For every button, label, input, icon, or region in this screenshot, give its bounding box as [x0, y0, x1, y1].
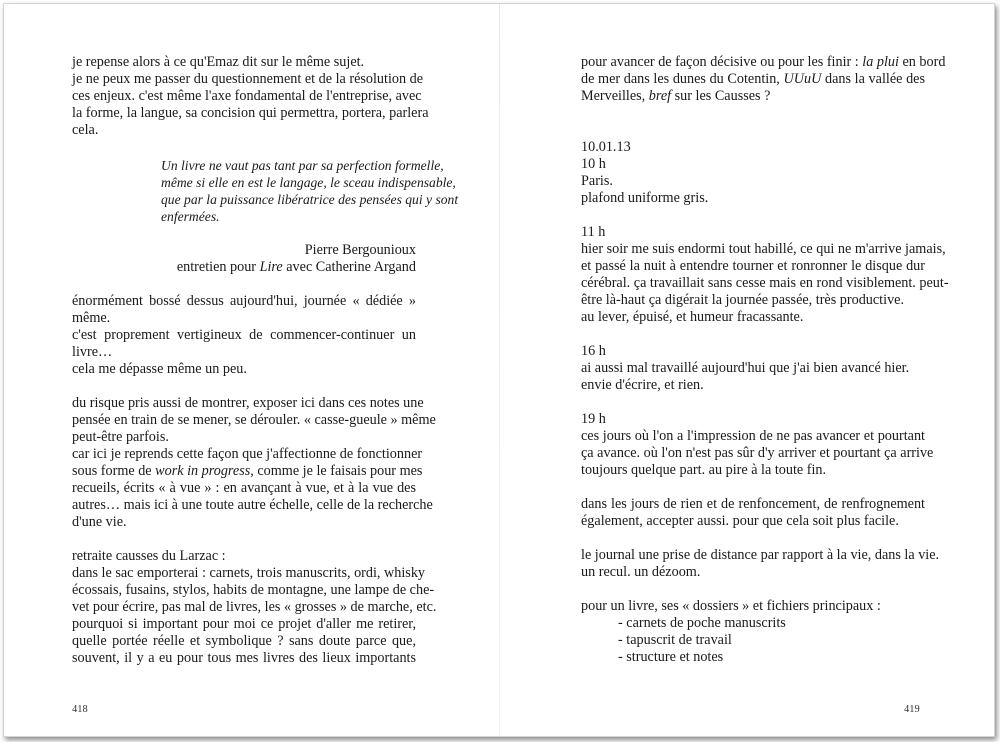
text-line: pour avancer de façon décisive ou pour les finir : la plui en bord	[581, 54, 946, 70]
text-line: ces enjeux. c'est même l'axe fondamental de l'entreprise, avec	[72, 88, 422, 104]
text-line: cérébral. ça travaillait sans cesse mais en rond visiblement. peut-	[581, 275, 949, 291]
text-line: car ici je reprends cette façon que j'affectionne de fonctionner	[72, 446, 423, 462]
text-line: pensée en train de se mener, se dérouler. « casse-gueule » même	[72, 412, 436, 428]
text-line: le journal une prise de distance par rapport à la vie, dans la vie.	[581, 547, 940, 563]
text-line: du risque pris aussi de montrer, exposer ici dans ces notes une	[72, 395, 424, 411]
text-line: envie d'écrire, et rien.	[581, 377, 704, 393]
quote-line: même si elle en est le langage, le sceau indispensable,	[161, 175, 456, 190]
text-line: sous forme de work in progress, comme je le faisais pour mes	[72, 463, 423, 479]
text-line: énormément bossé dessus aujourd'hui, journée « dédiée »	[72, 293, 416, 309]
text-line: être là-haut ça digérait la journée passée, très productive.	[581, 292, 905, 308]
text-line: pourquoi si important pour moi ce projet d'aller me retirer,	[72, 616, 416, 632]
quote-source: entretien pour Lire avec Catherine Argand	[176, 259, 416, 275]
text-line: de mer dans les dunes du Cotentin, UUuU dans la vallée des	[581, 71, 925, 87]
text-line: plafond uniforme gris.	[581, 190, 709, 206]
text-line: Paris.	[581, 173, 613, 189]
text-line: cela.	[72, 122, 99, 138]
text-line: la forme, la langue, sa concision qui permettra, portera, parlera	[72, 105, 429, 121]
text-line: toujours quelque part. au pire à la toute fin.	[581, 462, 827, 478]
entry-time: 16 h	[581, 343, 606, 359]
text-line: quelle portée réelle et symbolique ? sans doute parce que,	[72, 633, 416, 649]
text-line: dans les jours de rien et de renfoncement, de renfrognement	[581, 496, 925, 512]
text-line: un recul. un dézoom.	[581, 564, 701, 580]
text-line: c'est proprement vertigineux de commencer-continuer un	[72, 327, 416, 343]
text-line: peut-être parfois.	[72, 429, 169, 445]
text-line: ça avance. où l'on n'est pas sûr d'y arriver et pourtant ça arrive	[581, 445, 934, 461]
text-line: ai aussi mal travaillé aujourd'hui que j'ai bien avancé hier.	[581, 360, 910, 376]
text-line: même.	[72, 310, 111, 326]
text-line: livre…	[72, 344, 113, 360]
text-line: vet pour écrire, pas mal de livres, les « grosses » de marche, etc.	[72, 599, 437, 615]
list-item: - structure et notes	[618, 649, 724, 665]
text-line: écossais, fusains, stylos, habits de montagne, une lampe de che-	[72, 582, 435, 598]
text-line: dans le sac emporterai : carnets, trois manuscrits, ordi, whisky	[72, 565, 426, 581]
quote-line: Un livre ne vaut pas tant par sa perfection formelle,	[161, 158, 444, 173]
quote-line: enfermées.	[161, 209, 220, 224]
text-line: hier soir me suis endormi tout habillé, ce qui ne m'arrive jamais,	[581, 241, 946, 257]
text-line: et passé la nuit à entendre tourner et ronronner le disque dur	[581, 258, 925, 274]
entry-time: 11 h	[581, 224, 606, 240]
text-line: recueils, écrits « à vue » : en avançant à vue, et à la vue des	[72, 480, 416, 496]
quote-line: que par la puissance libératrice des pensées qui y sont	[161, 192, 459, 207]
page-number: 419	[904, 704, 920, 715]
entry-time: 19 h	[581, 411, 606, 427]
text-line: Merveilles, bref sur les Causses ?	[581, 88, 771, 104]
text-line: retraite causses du Larzac :	[72, 548, 226, 564]
list-item: - tapuscrit de travail	[618, 632, 732, 648]
entry-date: 10.01.13	[581, 139, 631, 155]
text-line: ces jours où l'on a l'impression de ne pas avancer et pourtant	[581, 428, 925, 444]
text-line: au lever, épuisé, et humeur fracassante.	[581, 309, 804, 325]
book-spread	[3, 3, 995, 737]
text-line: je ne peux me passer du questionnement et de la résolution de	[72, 71, 424, 87]
page-number: 418	[72, 704, 88, 715]
left-page	[4, 4, 499, 736]
right-page	[500, 4, 994, 736]
list-item: - carnets de poche manuscrits	[618, 615, 786, 631]
text-line: je repense alors à ce qu'Emaz dit sur le même sujet.	[72, 54, 365, 70]
text-line: pour un livre, ses « dossiers » et fichiers principaux :	[581, 598, 881, 614]
text-line: également, accepter aussi. pour que cela soit plus facile.	[581, 513, 899, 529]
entry-time: 10 h	[581, 156, 606, 172]
text-line: autres… mais ici à une toute autre échelle, celle de la recherche	[72, 497, 433, 513]
quote-author: Pierre Bergounioux	[304, 242, 416, 258]
text-line: d'une vie.	[72, 514, 127, 530]
text-line: cela me dépasse même un peu.	[72, 361, 247, 377]
text-line: souvent, il y a eu pour tous mes livres des lieux importants	[72, 650, 416, 666]
